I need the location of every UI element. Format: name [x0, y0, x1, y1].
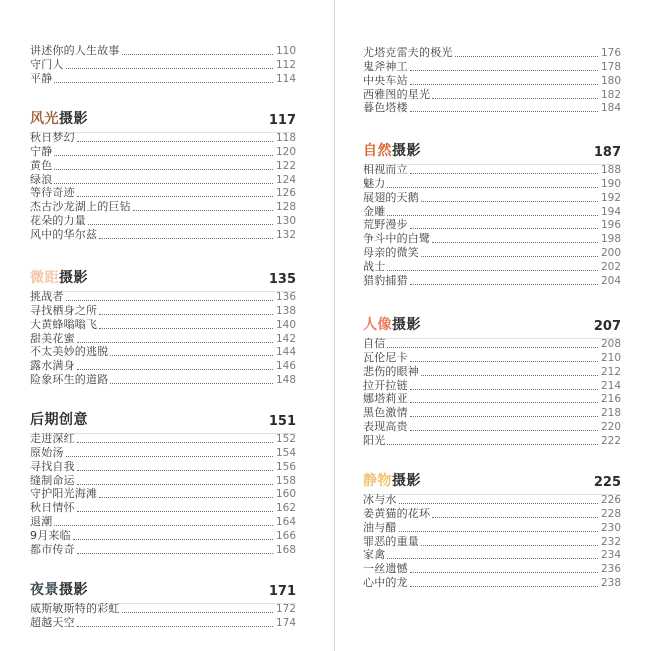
toc-entry-page: 210	[600, 351, 621, 364]
dot-leader	[110, 383, 273, 384]
toc-entry-title: 大黄蜂嗡嗡飞	[30, 317, 98, 331]
toc-entry-title: 油与醋	[363, 520, 397, 534]
toc-entry[interactable]	[363, 379, 621, 393]
toc-entry-title: 瓦伦尼卡	[363, 350, 408, 364]
toc-entry-page: 136	[275, 291, 296, 303]
section-title-rest: 摄影	[392, 317, 421, 333]
toc-entry-title: 挑战者	[30, 290, 64, 303]
toc-entry-page: 218	[600, 407, 621, 420]
toc-entry[interactable]	[30, 214, 296, 228]
toc-entry[interactable]	[363, 493, 621, 507]
dot-leader	[387, 558, 598, 559]
toc-entry[interactable]	[363, 260, 621, 274]
dot-leader	[432, 98, 598, 99]
section-title	[30, 108, 88, 128]
dot-leader	[54, 155, 273, 156]
toc-entry-title: 金雕	[363, 204, 386, 218]
toc-entry-page: 122	[275, 159, 296, 172]
toc-entry[interactable]	[30, 58, 296, 72]
section-page: 187	[593, 145, 621, 160]
toc-entry-title: 寻找自我	[30, 459, 75, 473]
section-title-highlight: 静物	[363, 473, 392, 489]
dot-leader	[387, 444, 598, 445]
toc-entry-page: 172	[275, 603, 296, 615]
dot-leader	[410, 228, 598, 229]
toc-entry-title: 相视而立	[363, 163, 408, 176]
toc-entry[interactable]	[30, 460, 296, 474]
dot-leader	[99, 314, 273, 315]
dot-leader	[54, 183, 273, 184]
toc-entry-title: 暮色塔楼	[363, 101, 408, 115]
section-page: 151	[268, 414, 296, 429]
dot-leader	[455, 56, 598, 57]
toc-entry[interactable]	[363, 548, 621, 562]
section-heading[interactable]	[363, 468, 621, 490]
dot-leader	[432, 517, 598, 518]
toc-entry-title: 西雅图的星光	[363, 87, 431, 101]
toc-entry-title: 展翅的天鹅	[363, 190, 419, 204]
toc-entry[interactable]	[30, 474, 296, 488]
toc-entry-page: 164	[275, 516, 296, 529]
toc-entry[interactable]	[363, 88, 621, 102]
toc-entry[interactable]	[30, 616, 296, 630]
toc-entry-page: 178	[600, 60, 621, 73]
dot-leader	[66, 300, 273, 301]
toc-entry[interactable]	[363, 246, 621, 260]
toc-entry-page: 176	[600, 47, 621, 59]
toc-entry-title: 原始汤	[30, 445, 64, 459]
dot-leader	[99, 328, 273, 329]
dot-leader	[410, 84, 598, 85]
toc-entry[interactable]	[363, 392, 621, 406]
toc-entry[interactable]	[30, 543, 296, 557]
toc-entry-title: 露水满身	[30, 359, 75, 373]
toc-entry-title: 宁静	[30, 144, 53, 158]
toc-entry-title: 姜黄猫的花环	[363, 506, 431, 520]
toc-entry-title: 拉开拉链	[363, 378, 408, 392]
section-page: 225	[593, 475, 621, 490]
toc-entry-title: 走进深红	[30, 432, 75, 445]
dot-leader	[410, 389, 598, 390]
toc-entry-page: 132	[275, 228, 296, 241]
toc-entry-title: 尤塔克雷夫的极光	[363, 46, 453, 59]
toc-entry-page: 140	[275, 318, 296, 331]
section-title	[30, 409, 88, 429]
dot-leader	[77, 511, 273, 512]
section-title-rest: 摄影	[392, 473, 421, 489]
toc-entry-title: 秋日情怀	[30, 501, 75, 515]
section-title	[30, 579, 88, 599]
toc-entry[interactable]	[30, 529, 296, 543]
toc-entry-page: 232	[600, 535, 621, 548]
toc-entry-title: 退潮	[30, 515, 53, 529]
toc-entry[interactable]	[30, 515, 296, 529]
toc-entry-page: 238	[600, 577, 621, 590]
section-heading[interactable]	[30, 577, 296, 599]
toc-entry-title: 都市传奇	[30, 542, 75, 556]
toc-entry-title: 母亲的微笑	[363, 246, 419, 260]
dot-leader	[410, 173, 598, 174]
dot-leader	[66, 68, 273, 69]
toc-entry-title: 罪恶的重量	[363, 534, 419, 548]
dot-leader	[122, 612, 273, 613]
toc-entry[interactable]	[363, 365, 621, 379]
toc-entry-page: 152	[275, 433, 296, 445]
section-title	[363, 314, 421, 334]
toc-entry-title: 家禽	[363, 548, 386, 562]
toc-entry-page: 144	[275, 346, 296, 359]
toc-entry[interactable]	[363, 205, 621, 219]
toc-entry-page: 234	[600, 549, 621, 562]
dot-leader	[387, 215, 598, 216]
dot-leader	[73, 539, 273, 540]
dot-leader	[410, 572, 598, 573]
toc-entry[interactable]	[363, 218, 621, 232]
toc-entry-title: 战士	[363, 259, 386, 273]
toc-entry[interactable]	[30, 72, 296, 86]
toc-entry-page: 216	[600, 393, 621, 406]
section-title-rest: 摄影	[392, 143, 421, 159]
toc-entry-title: 花朵的力量	[30, 214, 86, 228]
section-page: 171	[268, 584, 296, 599]
toc-entry-page: 168	[275, 543, 296, 556]
toc-entry[interactable]	[30, 359, 296, 373]
toc-entry-page: 190	[600, 177, 621, 190]
dot-leader	[410, 111, 598, 112]
toc-entry-title: 守护阳光海滩	[30, 487, 98, 501]
dot-leader	[77, 470, 273, 471]
toc-entry-page: 118	[275, 132, 296, 144]
toc-entry[interactable]	[30, 446, 296, 460]
toc-entry-title: 等待奇迹	[30, 186, 75, 200]
section-title-rest: 摄影	[59, 111, 88, 127]
toc-entry-title: 杰古沙龙湖上的巨钻	[30, 200, 131, 214]
section-heading[interactable]	[363, 312, 621, 334]
section-title-highlight: 夜景	[30, 582, 59, 598]
toc-entry-page: 112	[275, 58, 296, 71]
toc-entry[interactable]	[363, 163, 621, 177]
dot-leader	[77, 442, 273, 443]
toc-entry-title: 绿浪	[30, 172, 53, 186]
toc-entry-title: 甜美花蜜	[30, 331, 75, 345]
toc-entry-title: 平静	[30, 71, 53, 85]
toc-entry-page: 228	[600, 507, 621, 520]
section-title	[363, 140, 421, 160]
dot-leader	[421, 201, 598, 202]
toc-entry-page: 226	[600, 494, 621, 506]
dot-leader	[77, 553, 273, 554]
toc-entry-title: 猎豹捕猎	[363, 273, 408, 287]
dot-leader	[99, 238, 273, 239]
dot-leader	[77, 196, 273, 197]
toc-entry-page: 114	[275, 72, 296, 85]
dot-leader	[77, 484, 273, 485]
toc-entry[interactable]	[363, 274, 621, 288]
toc-entry-title: 阳光	[363, 433, 386, 447]
toc-entry-page: 198	[600, 233, 621, 246]
dot-leader	[122, 54, 273, 55]
toc-entry-page: 202	[600, 260, 621, 273]
toc-entry-title: 表现高贵	[363, 420, 408, 434]
toc-entry-title: 鬼斧神工	[363, 59, 408, 73]
toc-entry-page: 126	[275, 187, 296, 200]
toc-entry-page: 154	[275, 446, 296, 459]
dot-leader	[410, 430, 598, 431]
toc-entry-page: 158	[275, 474, 296, 487]
section-title-rest: 摄影	[59, 270, 88, 286]
toc-entry-page: 180	[600, 74, 621, 87]
toc-entry[interactable]	[363, 562, 621, 576]
toc-entry-page: 148	[275, 374, 296, 387]
toc-entry[interactable]	[30, 290, 296, 304]
toc-entry[interactable]	[363, 420, 621, 434]
toc-entry[interactable]	[30, 44, 296, 58]
toc-entry-title: 悲伤的眼神	[363, 364, 419, 378]
dot-leader	[387, 347, 598, 348]
section-page: 207	[593, 319, 621, 334]
dot-leader	[432, 242, 598, 243]
dot-leader	[421, 545, 598, 546]
toc-entry[interactable]	[363, 232, 621, 246]
toc-entry[interactable]	[363, 406, 621, 420]
dot-leader	[77, 342, 273, 343]
section-title-highlight: 风光	[30, 111, 59, 127]
toc-entry-page: 110	[275, 45, 296, 57]
section-title-highlight: 人像	[363, 317, 392, 333]
section-page: 117	[268, 113, 296, 128]
toc-entry-page: 160	[275, 488, 296, 501]
toc-entry[interactable]	[363, 576, 621, 590]
toc-entry-page: 214	[600, 379, 621, 392]
section-heading[interactable]	[30, 265, 296, 287]
dot-leader	[410, 402, 598, 403]
toc-entry[interactable]	[363, 177, 621, 191]
dot-leader	[54, 169, 273, 170]
toc-entry[interactable]	[30, 345, 296, 359]
dot-leader	[54, 82, 273, 83]
toc-entry-page: 130	[275, 215, 296, 228]
toc-entry[interactable]	[363, 535, 621, 549]
dot-leader	[387, 270, 598, 271]
section-title-highlight: 后期	[30, 412, 59, 428]
toc-entry-title: 寻找栖身之所	[30, 303, 98, 317]
dot-leader	[399, 503, 598, 504]
toc-entry[interactable]	[363, 337, 621, 351]
toc-entry-title: 秋日梦幻	[30, 131, 75, 144]
toc-entry-page: 182	[600, 88, 621, 101]
toc-entry[interactable]	[30, 159, 296, 173]
toc-entry-page: 138	[275, 304, 296, 317]
section-heading[interactable]	[30, 407, 296, 429]
toc-entry-page: 230	[600, 521, 621, 534]
toc-entry-title: 一丝遗憾	[363, 562, 408, 576]
toc-entry-page: 120	[275, 145, 296, 158]
toc-entry-title: 险象环生的道路	[30, 373, 109, 387]
toc-entry-page: 192	[600, 191, 621, 204]
column-divider	[334, 0, 335, 651]
dot-leader	[88, 224, 273, 225]
toc-entry-page: 128	[275, 201, 296, 214]
dot-leader	[387, 187, 598, 188]
toc-entry[interactable]	[363, 191, 621, 205]
toc-entry[interactable]	[363, 46, 621, 60]
toc-entry-page: 174	[275, 616, 296, 629]
toc-entry-title: 中央车站	[363, 73, 408, 87]
toc-entry-title: 娜塔莉亚	[363, 392, 408, 406]
toc-entry-title: 自信	[363, 337, 386, 350]
section-heading[interactable]	[30, 106, 296, 128]
toc-entry-page: 196	[600, 219, 621, 232]
toc-entry-page: 236	[600, 563, 621, 576]
toc-entry[interactable]	[30, 602, 296, 616]
toc-entry-title: 超越天空	[30, 615, 75, 629]
toc-entry-title: 威斯敏斯特的彩虹	[30, 602, 120, 615]
toc-entry[interactable]	[30, 373, 296, 387]
dot-leader	[421, 256, 598, 257]
toc-entry-title: 冰与水	[363, 493, 397, 506]
toc-entry-page: 166	[275, 529, 296, 542]
toc-entry[interactable]	[30, 501, 296, 515]
section-title	[363, 470, 421, 490]
dot-leader	[66, 456, 273, 457]
dot-leader	[54, 525, 273, 526]
toc-entry-title: 黑色激情	[363, 406, 408, 420]
dot-leader	[77, 141, 273, 142]
section-title-highlight: 自然	[363, 143, 392, 159]
toc-entry[interactable]	[30, 487, 296, 501]
toc-entry[interactable]	[363, 521, 621, 535]
toc-entry[interactable]	[363, 434, 621, 448]
toc-entry-page: 124	[275, 173, 296, 186]
dot-leader	[410, 586, 598, 587]
toc-entry-page: 142	[275, 332, 296, 345]
toc-entry-page: 200	[600, 247, 621, 260]
toc-entry-page: 222	[600, 434, 621, 447]
toc-entry-page: 184	[600, 102, 621, 115]
section-title-rest: 摄影	[59, 582, 88, 598]
section-title	[30, 267, 88, 287]
toc-entry-title: 不太美妙的逃脱	[30, 345, 109, 359]
toc-entry-title: 风中的华尔兹	[30, 227, 98, 241]
toc-entry[interactable]	[30, 173, 296, 187]
dot-leader	[410, 284, 598, 285]
dot-leader	[421, 375, 598, 376]
toc-entry-page: 194	[600, 205, 621, 218]
section-title-rest: 创意	[59, 412, 88, 428]
toc-entry[interactable]	[363, 351, 621, 365]
toc-entry[interactable]	[363, 74, 621, 88]
dot-leader	[410, 416, 598, 417]
toc-entry-page: 188	[600, 164, 621, 176]
dot-leader	[77, 369, 273, 370]
dot-leader	[399, 531, 598, 532]
toc-entry-title: 9月来临	[30, 528, 71, 542]
toc-entry-page: 212	[600, 365, 621, 378]
dot-leader	[77, 626, 273, 627]
dot-leader	[110, 355, 273, 356]
toc-entry-title: 争斗中的白鹭	[363, 232, 431, 246]
toc-entry-title: 心中的龙	[363, 576, 408, 590]
toc-entry-title: 缝制命运	[30, 473, 75, 487]
toc-entry[interactable]	[30, 145, 296, 159]
toc-entry[interactable]	[30, 304, 296, 318]
toc-entry[interactable]	[30, 186, 296, 200]
toc-entry[interactable]	[30, 131, 296, 145]
toc-entry[interactable]	[30, 432, 296, 446]
dot-leader	[410, 361, 598, 362]
toc-entry-title: 黄色	[30, 158, 53, 172]
section-title-highlight: 微距	[30, 270, 59, 286]
toc-entry[interactable]	[363, 101, 621, 115]
section-heading[interactable]	[363, 138, 621, 160]
toc-entry-title: 讲述你的人生故事	[30, 44, 120, 57]
toc-entry-title: 魅力	[363, 176, 386, 190]
dot-leader	[99, 497, 273, 498]
dot-leader	[410, 70, 598, 71]
toc-entry-page: 220	[600, 421, 621, 434]
toc-entry-page: 204	[600, 274, 621, 287]
toc-entry-page: 146	[275, 360, 296, 373]
toc-entry[interactable]	[30, 318, 296, 332]
toc-entry-title: 守门人	[30, 57, 64, 71]
toc-entry-title: 荒野漫步	[363, 218, 408, 232]
toc-entry[interactable]	[363, 60, 621, 74]
toc-entry[interactable]	[30, 200, 296, 214]
toc-entry-page: 162	[275, 502, 296, 515]
toc-entry-page: 156	[275, 460, 296, 473]
toc-entry-page: 208	[600, 338, 621, 350]
toc-entry[interactable]	[30, 332, 296, 346]
dot-leader	[133, 210, 273, 211]
toc-entry[interactable]	[30, 228, 296, 242]
toc-entry[interactable]	[363, 507, 621, 521]
section-page: 135	[268, 272, 296, 287]
